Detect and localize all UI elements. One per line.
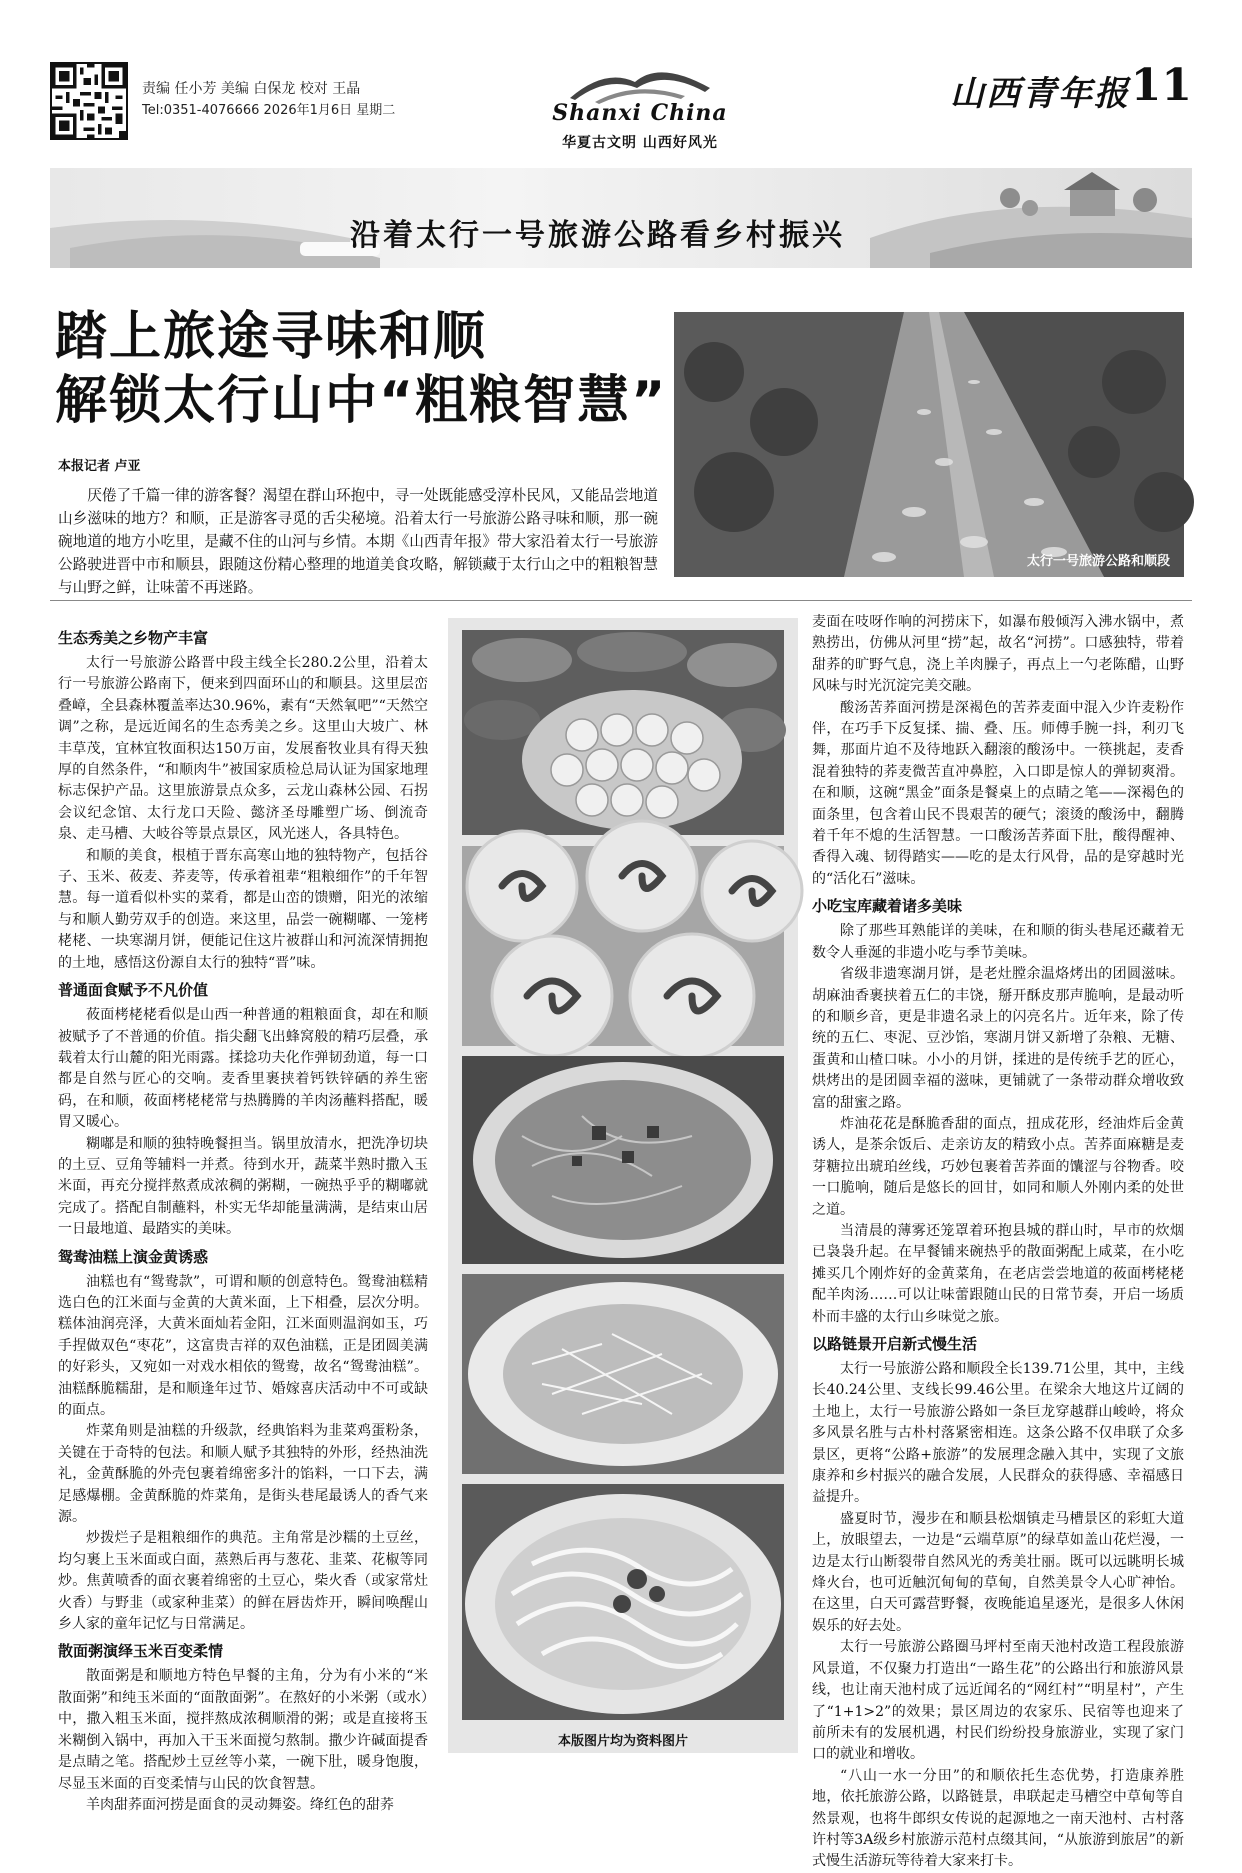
paragraph: 羊肉甜荞面河捞是面食的灵动舞姿。绛红色的甜荞	[86, 1796, 394, 1813]
section-heading: 生态秀美之乡物产丰富	[58, 629, 209, 647]
food-photo-3	[462, 1056, 784, 1264]
mountain-logo-icon	[565, 58, 715, 106]
editor-credits	[142, 78, 395, 122]
headline-line-1: 踏上旅途寻味和顺	[55, 307, 488, 367]
food-photo-4	[462, 1274, 784, 1474]
section-heading: 鸳鸯油糕上演金黄诱惑	[58, 1247, 209, 1266]
lead-paragraph: 厌倦了千篇一律的游客餐？渴望在群山环抱中，寻一处既能感受淳朴民风，又能品尝地道山乡滋味的地方？和顺，正是游客寻觅的舌尖秘境。沿着太行一号旅游公路寻味和顺，那一碗碗地道的地方小吃里，是藏不住的山河与乡情。本期《山西青年报》带大家沿着太行一号旅游公路驶进晋中市和顺县，跟随这份精心整理的地道美食攻略，解锁藏于太行山之中的粗粮智慧与山野之鲜，让味蕾不再迷路。	[58, 487, 658, 596]
qr-code-icon[interactable]	[50, 62, 128, 140]
banner-title: 沿着太行一号旅游公路看乡村振兴	[350, 218, 845, 253]
logo-slogan: 华夏古文明 山西好风光	[562, 135, 718, 151]
section-heading: 以路链景开启新式慢生活	[812, 1335, 978, 1353]
credits-line: 责编 任小芳 美编 白保龙 校对 王晶	[142, 81, 361, 97]
noodle-rolls-icon	[462, 630, 784, 835]
paragraph: 炸油花花是酥脆香甜的面点，扭成花形，经油炸后金黄诱人，是茶余饭后、走亲访友的精致小点。苦荞面麻糖是麦芽糖拉出琥珀丝线，巧妙包裹着苦荞面的馕涩与谷物香。咬一口脆响，随后是悠长的回甘，如同和顺人外刚内柔的处世之道。	[812, 1115, 1184, 1218]
shanxi-china-logo	[520, 58, 760, 154]
paragraph: 盛夏时节，漫步在和顺县松烟镇走马槽景区的彩虹大道上，放眼望去，一边是“云端草原”的绿草如盖山花烂漫，一边是太行山断裂带自然风光的秀美壮丽。既可以远眺明长城烽火台，也可近触沉甸甸的草甸，自然美景令人心旷神怡。在这里，白天可露营野餐，夜晚能追星逐光，是很多人休闲娱乐的好去处。	[812, 1510, 1184, 1634]
paragraph: 和顺的美食，根植于晋东高寒山地的独特物产，包括谷子、玉米、莜麦、荞麦等，传承着祖辈“粗粮细作”的千年智慧。每一道看似朴实的菜肴，都是山峦的馈赠，阳光的浓缩与和顺人勤劳双手的创造。来这里，品尝一碗糊嘟、一笼栲栳栳、一块寒湖月饼，便能记住这片被群山和河流深情拥抱的土地，感悟这份源自太行的独特“晋”味。	[58, 847, 428, 971]
logo-english: Shanxi China	[552, 100, 728, 126]
paragraph: 酸汤苦荞面河捞是深褐色的苦荞麦面中混入少许麦粉作伴，在巧手下反复揉、揣、叠、压。师傅手腕一抖，利刃飞舞，那面片迫不及待地跃入翻滚的酸汤中。一筷挑起，麦香混着独特的荞麦微苦直冲鼻腔，入口即是惊人的弹韧爽滑。在和顺，这碗“黑金”面条是餐桌上的点睛之笔——深褐色的面条里，包含着山民不畏艰苦的硬气；滚烫的酸汤中，翻腾着千年不熄的生活智慧。一口酸汤苦荞面下肚，酸得醒神、香得入魂、韧得踏实——吃的是太行风骨，品的是穿越时光的“活化石”滋味。	[812, 699, 1184, 887]
paragraph: 莜面栲栳栳看似是山西一种普通的粗粮面食，却在和顺被赋予了不普通的价值。指尖翻飞出蜂窝般的精巧层叠，承载着太行山麓的阳光雨露。揉捻功夫化作弹韧劲道，每一口都是自然与匠心的交响。麦香里裹挟着钙铁锌硒的养生密码，在和顺，莜面栲栳栳常与热腾腾的羊肉汤蘸料搭配，暖胃又暖心。	[58, 1007, 428, 1131]
paragraph: “八山一水一分田”的和顺依托生态优势，打造康养胜地，依托旅游公路，以路链景，串联起走马槽空中草甸等自然景观，也将牛郎织女传说的起源地之一南天池村、古村落许村等3A级乡村旅游示范村点缀其间，“从旅游到旅居”的新式慢生活游玩等待着大家来打卡。	[812, 1767, 1184, 1870]
paragraph: 当清晨的薄雾还笼罩着环抱县城的群山时，早市的炊烟已袅袅升起。在早餐铺来碗热乎的散面粥配上咸菜，在小吃摊买几个刚炸好的金黄菜角，在老店尝尝地道的莜面栲栳栳配羊肉汤……可以让味蕾跟随山民的日常节奏，开启一场质朴而丰盛的太行山乡味觉之旅。	[812, 1222, 1184, 1325]
newspaper-name: 山西青年报	[950, 74, 1130, 114]
road-photo	[674, 312, 1184, 577]
section-heading: 普通面食赋予不凡价值	[58, 981, 209, 1000]
food-photo-1	[462, 630, 784, 835]
section-heading: 小吃宝库藏着诸多美味	[812, 897, 963, 916]
paragraph: 炒拨烂子是粗粮细作的典范。主角常是沙糯的土豆丝，均匀裹上玉米面或白面，蒸熟后再与葱花、韭菜、花椒等同炒。焦黄喷香的面衣裹着绵密的土豆心，柴火香（或家常灶火香）与野韭（或家种韭菜）的鲜在唇齿炸开，瞬间唤醒山乡人家的童年记忆与日常满足。	[58, 1530, 428, 1633]
photo-caption: 太行一号旅游公路和顺段	[1026, 554, 1170, 569]
paragraph: 除了那些耳熟能详的美味，在和顺的街头巷尾还藏着无数令人垂涎的非遗小吃与季节美味。	[812, 923, 1184, 961]
right-column	[812, 612, 1184, 1870]
byline: 本报记者 卢亚	[58, 459, 141, 474]
paragraph: 太行一号旅游公路圈马坪村至南天池村改造工程段旅游风景道，不仅聚力打造出“一路生花”的公路出行和旅游风景线，也让南天池村成了远近闻名的“网红村”“明星村”，产生了“1+1>2”的效果；景区周边的农家乐、民宿等也迎来了前所未有的发展机遇，村民们纷纷投身旅游业，实现了家门口的就业和增收。	[812, 1639, 1184, 1763]
headline-line-2: 解锁太行山中“粗粮智慧”	[55, 371, 668, 431]
potato-shreds-icon	[462, 1274, 784, 1474]
paragraph: 太行一号旅游公路晋中段主线全长280.2公里，沿着太行一号旅游公路南下，便来到四面环山的和顺县。这里层峦叠嶂，全县森林覆盖率达30.96%，素有“天然氧吧”“天然空调”之称，是远近闻名的生态秀美之乡。这里山大坡广、林丰草茂，宜林宜牧面积达150万亩，发展畜牧业具有得天独厚的自然条件，“和顺肉牛”被国家质检总局认证为国家地理标志保护产品。这里旅游景点众多，云龙山森林公园、石拐会议纪念馆、太行龙口天险、懿济圣母雕塑广场、倒流奇泉、走马槽、大岐谷等景点景区，风光迷人，各具特色。	[58, 655, 428, 843]
paragraph: 省级非遗寒湖月饼，是老灶膛余温烙烤出的团圆滋味。胡麻油香裹挟着五仁的丰饶，掰开酥皮那声脆响，是最动听的和顺乡音，更是非遗名录上的闪亮名片。近年来，除了传统的五仁、枣泥、豆沙馅，寒湖月饼又新增了杂粮、无糖、蛋黄和山楂口味。小小的月饼，揉进的是传统手艺的匠心，烘烤出的是团圆幸福的滋味，更铺就了一条带动群众增收致富的甜蜜之路。	[812, 966, 1184, 1111]
left-column	[58, 622, 428, 1813]
food-photo-5	[462, 1484, 784, 1720]
paragraph: 油糕也有“鸳鸯款”，可谓和顺的创意特色。鸳鸯油糕精选白色的江米面与金黄的大黄米面，上下相叠，层次分明。糕体油润亮泽，大黄米面灿若金阳，江米面则温润如玉，巧手捏做双色“枣花”，这富贵吉祥的双色油糕，正是团圆美满的好彩头，又宛如一对戏水相依的鸳鸯，故名“鸳鸯油糕”。油糕酥脆糯甜，是和顺逢年过节、婚嫁喜庆活动中不可或缺的面点。	[58, 1273, 428, 1418]
section-divider	[50, 600, 1192, 601]
paragraph: 炸菜角则是油糕的升级款，经典馅料为韭菜鸡蛋粉条，关键在于奇特的包法。和顺人赋予其独特的外形，经热油洗礼，金黄酥脆的外壳包裹着绵密多汁的馅料，一口下去，满足感爆棚。金黄酥脆的炸菜角，是街头巷尾最诱人的香气来源。	[58, 1423, 428, 1526]
section-banner	[50, 168, 1192, 268]
contact-date-line: Tel:0351-4076666 2026年1月6日 星期二	[142, 103, 396, 118]
food-photo-2	[462, 846, 784, 1046]
food-photo-column	[448, 618, 798, 1753]
headline	[55, 305, 675, 433]
road-scene-icon	[674, 312, 1184, 577]
masthead	[50, 58, 1192, 158]
porridge-bowl-icon	[462, 1056, 784, 1264]
paragraph: 麦面在吱呀作响的河捞床下，如瀑布般倾泻入沸水锅中，煮熟捞出，仿佛从河里“捞”起，故名“河捞”。口感独特，带着甜荞的旷野气息，浇上羊肉臊子，再点上一勺老陈醋，山野风味与时光沉淀完美交融。	[812, 614, 1184, 695]
paragraph: 太行一号旅游公路和顺段全长139.71公里，其中，主线长40.24公里、支线长99.46公里。在梁余大地这片辽阔的土地上，太行一号旅游公路如一条巨龙穿越群山峻岭，将众多风景名胜与古朴村落紧密相连。这条公路不仅串联了众多景区，更将“公路+旅游”的发展理念融入其中，实现了文旅康养和乡村振兴的融合发展，人民群众的获得感、幸福感日益提升。	[812, 1361, 1184, 1506]
page-number: 11	[1130, 60, 1192, 111]
section-heading: 散面粥演绎玉米百变柔情	[58, 1642, 224, 1661]
paragraph: 糊嘟是和顺的独特晚餐担当。锅里放清水，把洗净切块的土豆、豆角等辅料一并煮。待到水开，蔬菜半熟时撒入玉米面，再充分搅拌熬煮成浓稠的粥糊，一碗热乎乎的糊嘟就完成了。搭配自制蘸料，朴实无华却能量满满，是结束山居一日最地道、最踏实的美味。	[58, 1135, 428, 1238]
paragraph: 散面粥是和顺地方特色早餐的主角，分为有小米的“米散面粥”和纯玉米面的“面散面粥”。在熬好的小米粥（或水）中，撒入粗玉米面，搅拌熬成浓稠顺滑的粥；或是直接将玉米糊倒入锅中，再加入干玉米面搅匀熬制。撒少许碱面提香是点睛之笔。搭配炒土豆丝等小菜，一碗下肚，暖身饱腹，尽显玉米面的百变柔情与山民的饮食智慧。	[58, 1668, 428, 1792]
photo-note: 本版图片均为资料图片	[557, 1734, 688, 1749]
yellow-rice-cake-icon	[462, 846, 784, 1046]
noodle-bowl-icon	[462, 1484, 784, 1720]
